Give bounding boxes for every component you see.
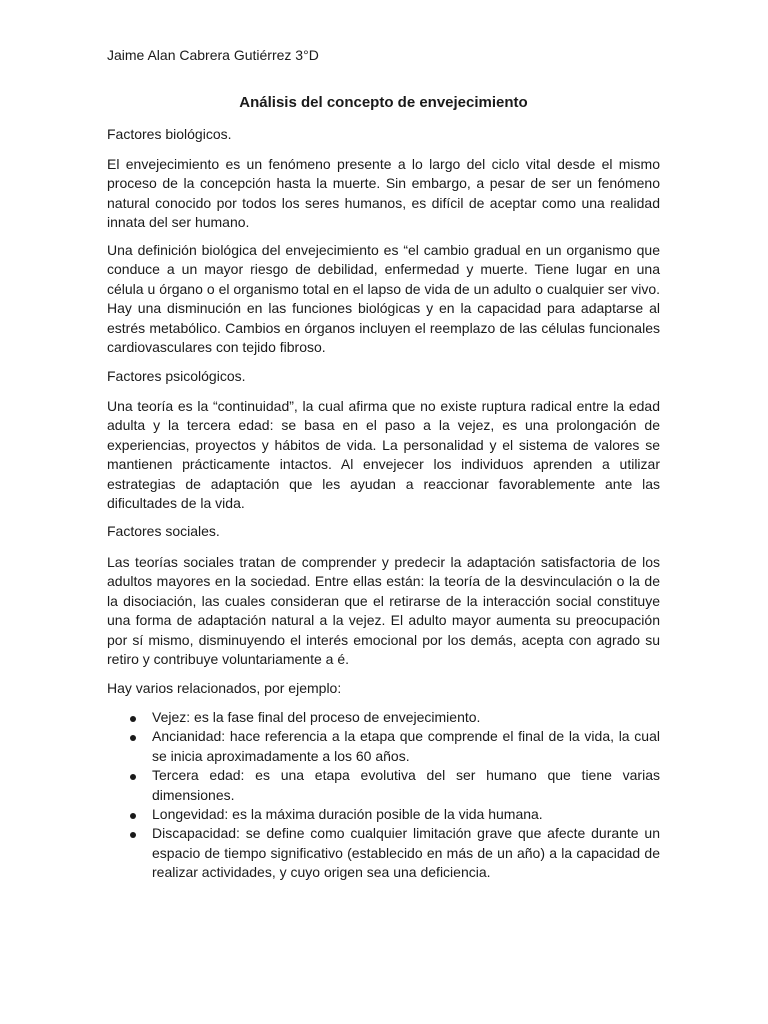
document-title: Análisis del concepto de envejecimiento [239,94,528,111]
section-heading-biological: Factores biológicos. [107,126,232,142]
list-item-text: Vejez: es la fase final del proceso de envejecimiento. [152,709,481,725]
list-item-discapacidad [107,824,660,882]
bullet-icon [130,774,136,780]
list-item-text: Tercera edad: es una etapa evolutiva del ser humano que tiene varias dimensiones. [152,767,660,803]
list-item-text: Discapacidad: se define como cualquier limitación grave que afecte durante un espacio de tiempo significativo (establecido en más de un año) a la capacidad de realizar actividades, y cuyo origen sea una deficiencia. [152,825,660,881]
list-item-ancianidad [107,727,660,766]
paragraph-biological-1: El envejecimiento es un fenómeno presente a lo largo del ciclo vital desde el mismo proceso de la concepción hasta la muerte. Sin embargo, a pesar de ser un fenómeno natural conocido por todos los seres humanos, es difícil de aceptar como una realidad innata del ser humano. [107,156,660,231]
terms-list [107,708,660,883]
list-item-text: Longevidad: es la máxima duración posible de la vida humana. [152,806,543,823]
list-item-vejez [107,708,660,727]
paragraph-social-2: Hay varios relacionados, por ejemplo: [107,680,342,696]
bullet-icon [130,735,136,741]
bullet-icon [130,716,136,722]
paragraph-social-1: Las teorías sociales tratan de comprender y predecir la adaptación satisfactoria de los adultos mayores en la sociedad. Entre ellas están: la teoría de la desvinculación o la de la disociación, las cuales consideran que el retirarse de la interacción social constituye una forma de adaptación natural a la vejez. El adulto mayor aumenta su preocupación por sí mismo, disminuyendo el interés emocional por los demás, acepta con agrado su retiro y contribuye voluntariamente a é. [107,554,660,668]
author-line: Jaime Alan Cabrera Gutiérrez 3°D [107,47,319,63]
bullet-icon [130,813,136,819]
section-heading-social: Factores sociales. [107,523,220,539]
list-item-longevidad [107,805,660,824]
section-heading-psychological: Factores psicológicos. [107,368,246,384]
paragraph-biological-2: Una definición biológica del envejecimiento es “el cambio gradual en un organismo que conduce a un mayor riesgo de debilidad, enfermedad y muerte. Tiene lugar en una célula u órgano o el organismo total en el lapso de vida de un adulto o cualquier ser vivo. Hay una disminución en las funciones biológicas y en la capacidad para adaptarse al estrés metabólico. Cambios en órganos incluyen el reemplazo de las células funcionales cardiovasculares con tejido fibroso. [107,242,660,356]
list-item-text: Ancianidad: hace referencia a la etapa que comprende el final de la vida, la cual se inicia aproximadamente a los 60 años. [152,728,660,764]
bullet-icon [130,832,136,838]
list-item-tercera-edad [107,766,660,805]
paragraph-psychological-1: Una teoría es la “continuidad”, la cual afirma que no existe ruptura radical entre la edad adulta y la tercera edad: se basa en el paso a la vejez, es una prolongación de experiencias, proyectos y hábitos de vida. La personalidad y el sistema de valores se mantienen prácticamente intactos. Al envejecer los individuos aprenden a utilizar estrategias de adaptación que les ayudan a reaccionar favorablemente ante las dificultades de la vida. [107,398,660,512]
